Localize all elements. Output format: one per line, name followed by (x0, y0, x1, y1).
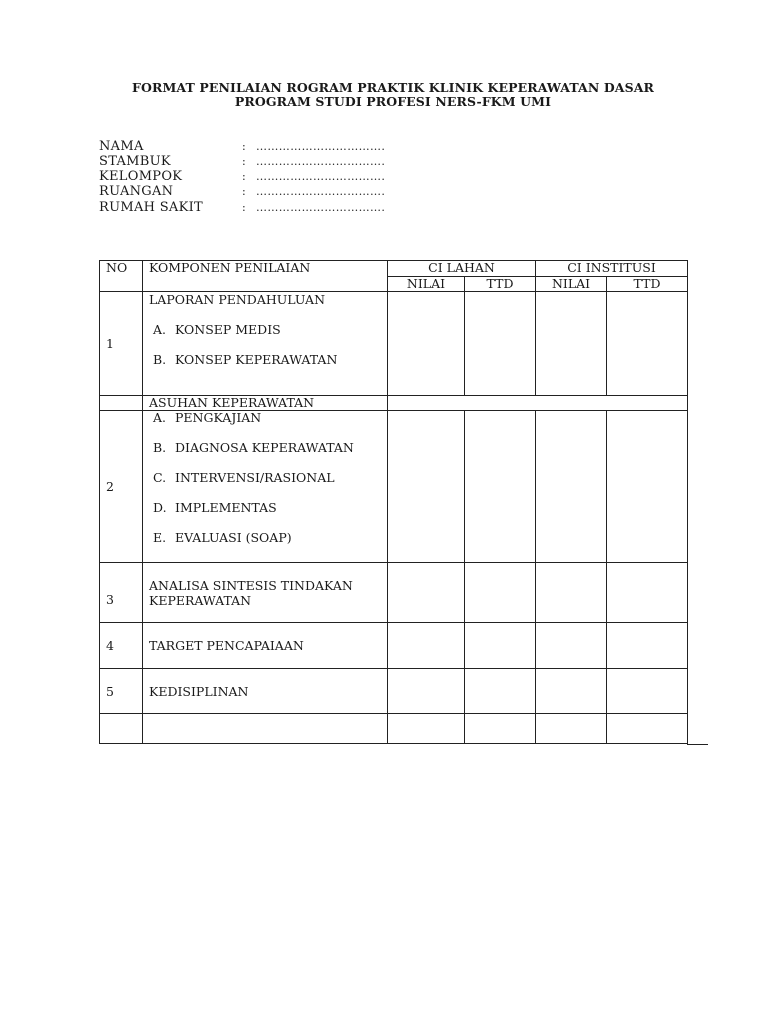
row-number: 5 (100, 669, 143, 714)
table-bottom-rule-extension (687, 744, 708, 745)
empty-cell[interactable] (100, 714, 143, 744)
score-cell[interactable] (388, 563, 465, 623)
table-row (100, 563, 688, 623)
table-row-empty (100, 714, 688, 744)
item-letter: A. (153, 410, 167, 425)
item-letter: B. (153, 352, 167, 367)
empty-cell (388, 396, 688, 411)
header-ci-lahan: CI LAHAN (388, 261, 536, 277)
sign-cell[interactable] (465, 563, 536, 623)
item-text: IMPLEMENTAS (175, 500, 277, 515)
table-section-row (100, 396, 688, 411)
row-number: 3 (100, 563, 143, 623)
form-title-line2: PROGRAM STUDI PROFESI NERS-FKM UMI (234, 94, 552, 109)
sign-cell[interactable] (607, 411, 688, 563)
score-cell[interactable] (536, 292, 607, 396)
table-header-row (100, 261, 688, 277)
field-colon: : (242, 170, 246, 183)
row-number: 1 (100, 292, 143, 396)
score-cell[interactable] (536, 623, 607, 669)
sign-cell[interactable] (465, 623, 536, 669)
field-label: RUMAH SAKIT (99, 200, 204, 215)
empty-cell (100, 396, 143, 411)
score-cell[interactable] (388, 669, 465, 714)
sign-cell[interactable] (465, 411, 536, 563)
score-cell[interactable] (388, 623, 465, 669)
form-title-line1: FORMAT PENILAIAN ROGRAM PRAKTIK KLINIK KEPERAWATAN DASAR (132, 80, 654, 95)
empty-cell[interactable] (465, 714, 536, 744)
field-label: NAMA (99, 139, 144, 154)
item-text: KONSEP MEDIS (175, 322, 281, 337)
header-no: NO (100, 261, 143, 292)
list-item (149, 323, 387, 337)
list-item (149, 353, 387, 367)
item-text: PENGKAJIAN (175, 410, 262, 425)
row-text-line1: ANALISA SINTESIS TINDAKAN (149, 577, 353, 593)
list-item (149, 501, 387, 515)
item-text: EVALUASI (SOAP) (175, 530, 292, 545)
row-component (143, 292, 388, 396)
empty-cell[interactable] (388, 714, 465, 744)
score-cell[interactable] (536, 411, 607, 563)
list-item (149, 411, 387, 425)
item-letter: B. (153, 440, 167, 455)
field-blank: ……………………………. (256, 170, 386, 183)
table-row (100, 292, 688, 396)
item-text: INTERVENSI/RASIONAL (175, 470, 335, 485)
assessment-table (99, 260, 688, 744)
row-component: KEDISIPLINAN (143, 669, 388, 714)
list-item (149, 531, 387, 545)
list-item (149, 471, 387, 485)
table-row (100, 623, 688, 669)
sign-cell[interactable] (607, 292, 688, 396)
subheader-nilai: NILAI (388, 277, 465, 292)
item-letter: E. (153, 530, 167, 545)
section-title: ASUHAN KEPERAWATAN (143, 396, 388, 411)
subheader-ttd: TTD (465, 277, 536, 292)
score-cell[interactable] (536, 669, 607, 714)
empty-cell[interactable] (536, 714, 607, 744)
subheader-ttd: TTD (607, 277, 688, 292)
row-component: TARGET PENCAPAIAAN (143, 623, 388, 669)
field-blank: ……………………………. (256, 201, 386, 214)
field-blank: ……………………………. (256, 155, 386, 168)
table-row (100, 669, 688, 714)
field-label: RUANGAN (99, 184, 174, 199)
item-letter: D. (153, 500, 167, 515)
sign-cell[interactable] (465, 292, 536, 396)
row-component (143, 411, 388, 563)
table-row (100, 411, 688, 563)
item-text: KONSEP KEPERAWATAN (175, 352, 338, 367)
sign-cell[interactable] (607, 563, 688, 623)
empty-cell[interactable] (143, 714, 388, 744)
row-component (143, 563, 388, 623)
row-title: LAPORAN PENDAHULUAN (149, 292, 326, 307)
row-number: 2 (100, 411, 143, 563)
sign-cell[interactable] (607, 669, 688, 714)
field-colon: : (242, 155, 246, 168)
item-letter: C. (153, 470, 167, 485)
score-cell[interactable] (536, 563, 607, 623)
list-item (149, 441, 387, 455)
item-letter: A. (153, 322, 167, 337)
row-number: 4 (100, 623, 143, 669)
header-komponen: KOMPONEN PENILAIAN (143, 261, 388, 292)
score-cell[interactable] (388, 411, 465, 563)
field-blank: ……………………………. (256, 185, 386, 198)
field-label: KELOMPOK (99, 169, 183, 184)
field-label: STAMBUK (99, 154, 171, 169)
field-colon: : (242, 201, 246, 214)
subheader-nilai: NILAI (536, 277, 607, 292)
header-ci-institusi: CI INSTITUSI (536, 261, 688, 277)
sign-cell[interactable] (607, 623, 688, 669)
score-cell[interactable] (388, 292, 465, 396)
sign-cell[interactable] (465, 669, 536, 714)
empty-cell[interactable] (607, 714, 688, 744)
item-text: DIAGNOSA KEPERAWATAN (175, 440, 354, 455)
field-colon: : (242, 185, 246, 198)
field-colon: : (242, 140, 246, 153)
field-blank: ……………………………. (256, 140, 386, 153)
row-text-line2: KEPERAWATAN (149, 592, 252, 608)
